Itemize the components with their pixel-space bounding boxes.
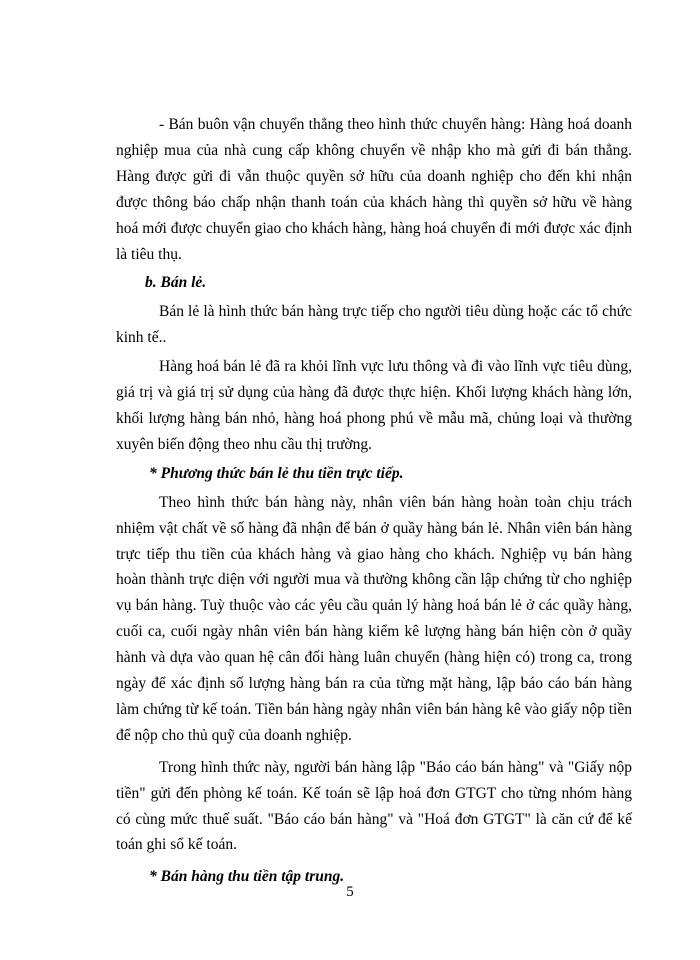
- heading-retail: b. Bán lẻ.: [145, 274, 207, 292]
- paragraph-retail-definition: Bán lẻ là hình thức bán hàng trực tiếp cho người tiêu dùng hoặc các tổ chức kinh tế..: [116, 303, 632, 347]
- document-body: [116, 112, 632, 890]
- paragraph-sales-report: Trong hình thức này, người bán hàng lập "Báo cáo bán hàng" và "Giấy nộp tiền" gửi đến phòng kế toán. Kế toán sẽ lập hoá đơn GTGT cho từng nhóm hàng có cùng mức thuế suất. "Báo cáo bán hàng" và "Hoá đơn GTGT" là căn cứ để kế toán ghi sổ kế toán.: [116, 758, 632, 854]
- heading-direct-collection: * Phương thức bán lẻ thu tiền trực tiếp.: [149, 464, 404, 482]
- paragraph-direct-collection: Theo hình thức bán hàng này, nhân viên bán hàng hoàn toàn chịu trách nhiệm vật chất về số hàng đã nhận để bán ở quầy hàng bán lẻ. Nhân viên bán hàng trực tiếp thu tiền của khách hàng và giao hàng cho khách. Nghiệp vụ bán hàng hoàn thành trực diện với người mua và thường không cần lập chứng từ cho nghiệp vụ bán hàng. Tuỳ thuộc vào các yêu cầu quản lý hàng hoá bán lẻ ở các quầy hàng, cuối ca, cuối ngày nhân viên bán hàng kiểm kê lượng hàng bán hiện còn ở quầy hành và dựa vào quan hệ cân đối hàng luân chuyển (hàng hiện có) trong ca, trong ngày để xác định số lượng hàng bán ra của từng mặt hàng, lập báo cáo bán hàng làm chứng từ kế toán. Tiền bán hàng ngày nhân viên bán hàng kê vào giấy nộp tiền để nộp cho thủ quỹ của doanh nghiệp.: [116, 493, 632, 744]
- paragraph-direct-wholesale: - Bán buôn vận chuyển thẳng theo hình thức chuyển hàng: Hàng hoá doanh nghiệp mua của nhà cung cấp không chuyển về nhập kho mà gửi đi bán thẳng. Hàng được gửi đi vẫn thuộc quyền sở hữu của doanh nghiệp cho đến khi nhận được thông báo chấp nhận thanh toán của khách hàng thì quyền sở hữu về hàng hoá mới được chuyển giao cho khách hàng, hàng hoá chuyển đi mới được xác định là tiêu thụ.: [116, 116, 632, 263]
- paragraph-retail-characteristics: Hàng hoá bán lẻ đã ra khỏi lĩnh vực lưu thông và đi vào lĩnh vực tiêu dùng, giá trị và giá trị sử dụng của hàng đã được thực hiện. Khối lượng khách hàng lớn, khối lượng hàng bán nhỏ, hàng hoá phong phú về mẫu mã, chủng loại và thường xuyên biến động theo nhu cầu thị trường.: [116, 358, 632, 453]
- page-number: 5: [346, 884, 354, 900]
- heading-centralized-collection: * Bán hàng thu tiền tập trung.: [149, 868, 345, 886]
